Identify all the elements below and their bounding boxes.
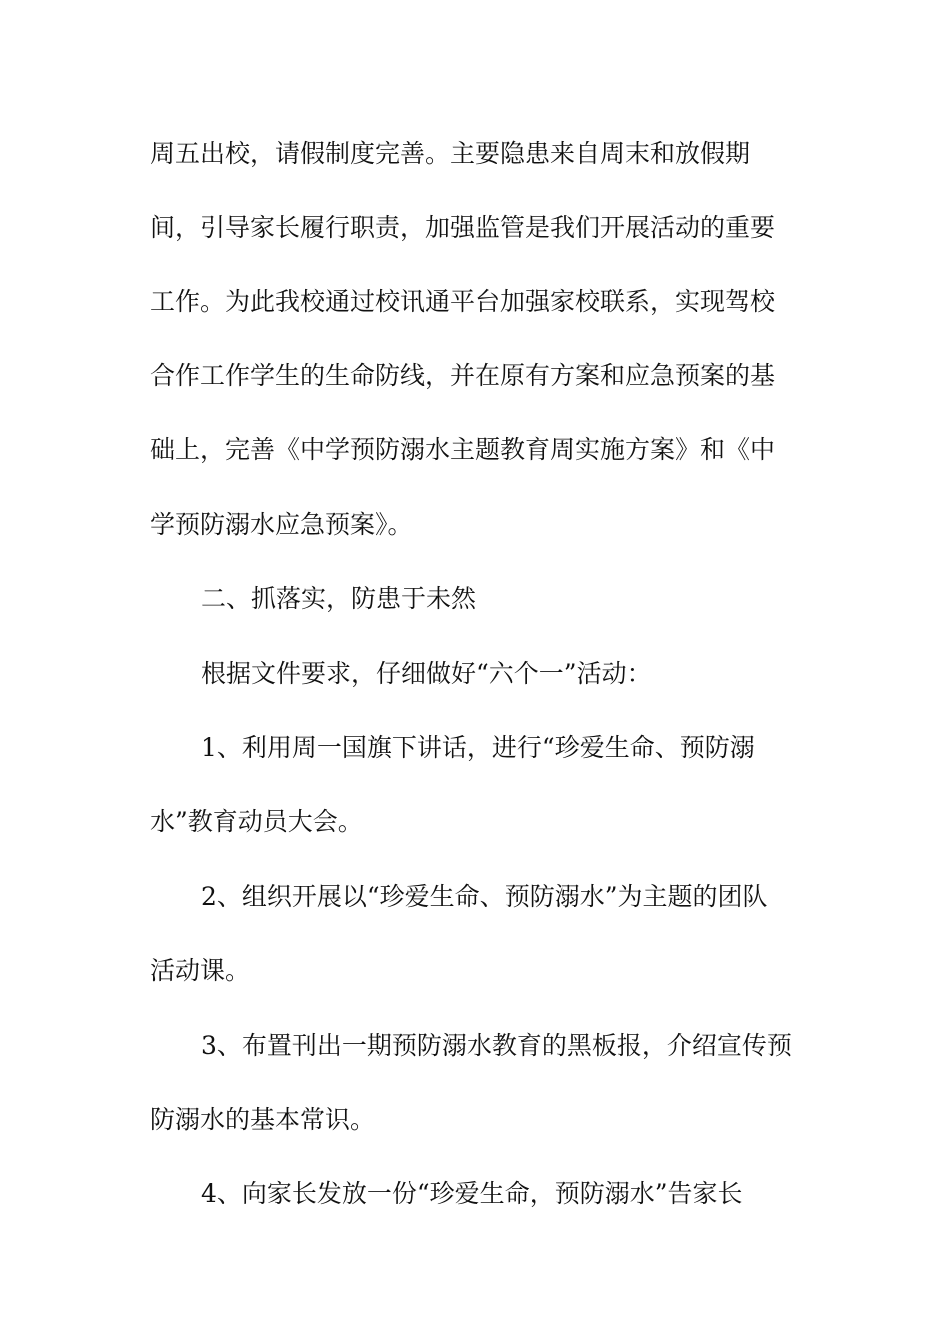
list-item-1-cont: 水”教育动员大会。	[150, 807, 363, 836]
list-item-3: 3、布置刊出一期预防溺水教育的黑板报，介绍宣传预	[201, 1031, 792, 1060]
body-text-line: 间，引导家长履行职责，加强监管是我们开展活动的重要	[150, 213, 776, 242]
body-text-line: 础上，完善《中学预防溺水主题教育周实施方案》和《中	[150, 435, 776, 464]
list-item-4: 4、向家长发放一份“珍爱生命，预防溺水”告家长	[201, 1179, 743, 1208]
list-item-1: 1、利用周一国旗下讲话，进行“珍爱生命、预防溺	[201, 733, 755, 762]
body-text-line: 周五出校，请假制度完善。主要隐患来自周末和放假期	[150, 139, 751, 168]
list-item-2: 2、组织开展以“珍爱生命、预防溺水”为主题的团队	[201, 882, 768, 911]
body-text-line: 学预防溺水应急预案》。	[150, 510, 413, 539]
body-text-line: 根据文件要求，仔细做好“六个一”活动：	[201, 659, 652, 688]
body-text-line: 合作工作学生的生命防线，并在原有方案和应急预案的基	[150, 361, 776, 390]
section-heading: 二、抓落实，防患于未然	[201, 584, 477, 613]
body-text-line: 工作。为此我校通过校讯通平台加强家校联系，实现驾校	[150, 287, 776, 316]
list-item-3-cont: 防溺水的基本常识。	[150, 1105, 376, 1134]
list-item-2-cont: 活动课。	[150, 956, 251, 985]
